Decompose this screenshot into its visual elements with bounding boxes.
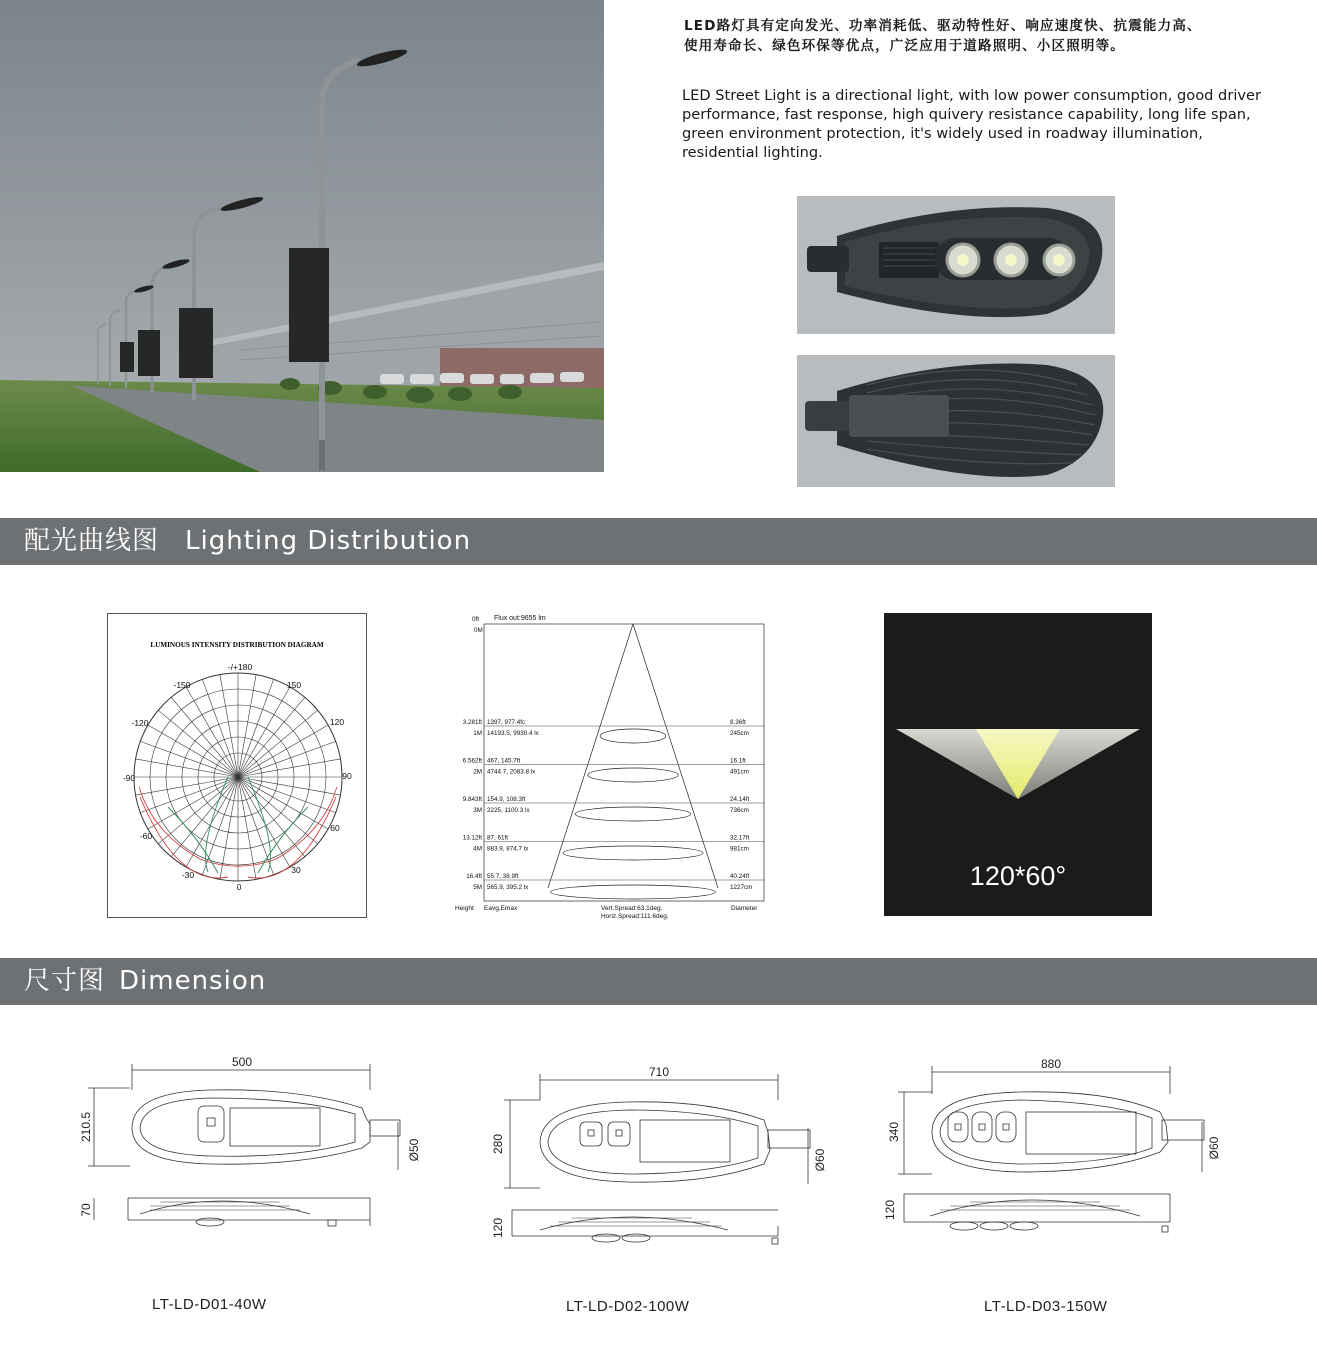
cone-row-illuminance-lx: 565.9, 395.2 lx bbox=[487, 884, 529, 891]
cone-row-illuminance-fc: 467, 145.7ft bbox=[487, 757, 521, 765]
cone-row-illuminance-fc: 154.9, 108.3ft bbox=[487, 796, 526, 803]
beam-angle-panel bbox=[884, 613, 1152, 916]
polar-title: LUMINOUS INTENSITY DISTRIBUTION DIAGRAM bbox=[150, 641, 324, 649]
cone-row-diameter-cm: 736cm bbox=[730, 807, 749, 814]
cone-row-diameter-cm: 1227cm bbox=[730, 884, 753, 891]
cone-row-height-m: 2M bbox=[473, 768, 482, 776]
cone-row-height-m: 1M bbox=[473, 730, 482, 737]
cone-row-illuminance-lx: 4744.7, 2083.8 lx bbox=[487, 768, 536, 776]
dim-d02-length: 710 bbox=[648, 1065, 670, 1079]
dim-d02-width: 280 bbox=[491, 1133, 505, 1155]
cone-top-ft: 0ft bbox=[472, 616, 480, 623]
cone-top-m: 0M bbox=[474, 627, 483, 634]
cone-row-height-m: 3M bbox=[473, 807, 482, 814]
polar-angle-neg90: -90 bbox=[122, 773, 136, 783]
section-title-en: Lighting Distribution bbox=[185, 526, 472, 556]
cone-row-diameter-cm: 981cm bbox=[730, 845, 749, 853]
cone-footer-height: Height bbox=[455, 905, 474, 912]
model-name-d01: LT-LD-D01-40W bbox=[152, 1296, 267, 1313]
intro-cn-line-1: LED路灯具有定向发光、功率消耗低、驱动特性好、响应速度快、抗震能力高、 bbox=[684, 18, 1202, 34]
cone-row-height-ft: 9.843ft bbox=[462, 796, 482, 803]
cone-footer-eavg: Eavg,Emax bbox=[484, 905, 518, 912]
section-title-en: Dimension bbox=[119, 966, 267, 996]
section-header-dimension bbox=[0, 958, 1317, 1005]
cone-cross-section-ellipse bbox=[600, 729, 666, 743]
polar-diagram-panel bbox=[107, 613, 367, 918]
cone-row-height-ft: 6.562ft bbox=[462, 757, 482, 765]
cone-flux: Flux out:9655 lm bbox=[494, 615, 546, 622]
dimension-drawing-d02 bbox=[488, 1060, 848, 1260]
intro-en-line-4: residential lighting. bbox=[682, 144, 823, 161]
cone-cross-section-ellipse bbox=[588, 768, 678, 782]
cone-row-illuminance-fc: 55.7, 38.9ft bbox=[487, 873, 519, 880]
product-photo-back bbox=[797, 355, 1115, 487]
cone-row-illuminance-fc: 87, 61ft bbox=[487, 834, 509, 842]
cone-row-diameter-ft: 24.14ft bbox=[730, 796, 750, 803]
cone-row-diameter-cm: 245cm bbox=[730, 730, 749, 737]
polar-angle-60: 60 bbox=[330, 823, 340, 833]
dim-d01-width: 210.5 bbox=[79, 1111, 93, 1143]
cone-row-height-ft: 13.12ft bbox=[462, 834, 482, 842]
intro-en-line-1: LED Street Light is a directional light, with low power consumption, good driver bbox=[682, 87, 1261, 104]
cone-row-diameter-ft: 40.24ft bbox=[730, 873, 750, 880]
cone-row-diameter-cm: 491cm bbox=[730, 768, 749, 776]
polar-angle-0: 0 bbox=[236, 882, 242, 892]
cone-row-diameter-ft: 32.17ft bbox=[730, 834, 750, 842]
intro-en-line-2: performance, fast response, high quivery resistance capability, long life span, bbox=[682, 106, 1251, 123]
street-light-photo bbox=[0, 0, 604, 472]
dim-d01-pipe: Ø50 bbox=[407, 1138, 421, 1162]
dim-d02-height: 120 bbox=[491, 1217, 505, 1239]
dim-d03-height: 120 bbox=[883, 1199, 897, 1221]
beam-angle-label: 120*60° bbox=[969, 861, 1067, 891]
polar-angle-180: -/+180 bbox=[227, 662, 253, 672]
intro-en-line-3: green environment protection, it's widely used in roadway illumination, bbox=[682, 125, 1203, 142]
dim-d03-length: 880 bbox=[1040, 1057, 1062, 1071]
intro-text-english bbox=[682, 86, 1312, 162]
cone-row-diameter-ft: 16.1ft bbox=[730, 757, 746, 765]
polar-angle-neg60: -60 bbox=[139, 831, 153, 841]
intro-cn-line-2: 使用寿命长、绿色环保等优点，广泛应用于道路照明、小区照明等。 bbox=[684, 38, 1125, 54]
section-title-cn: 配光曲线图 bbox=[24, 526, 160, 556]
cone-row-illuminance-fc: 1397, 977.4fc bbox=[487, 719, 526, 726]
cone-cross-section-ellipse bbox=[575, 807, 690, 821]
polar-angle-120: 120 bbox=[329, 717, 345, 727]
polar-angle-neg120: -120 bbox=[131, 718, 149, 728]
dim-d03-width: 340 bbox=[887, 1121, 901, 1143]
dim-d02-pipe: Ø60 bbox=[813, 1148, 827, 1172]
intro-text-chinese bbox=[684, 16, 1309, 56]
dim-d01-height: 70 bbox=[79, 1203, 93, 1217]
cone-cross-section-ellipse bbox=[563, 846, 703, 860]
cone-row-illuminance-lx: 14193.5, 9930.4 lx bbox=[487, 730, 539, 737]
cone-row-height-m: 5M bbox=[473, 884, 482, 891]
polar-angle-30: 30 bbox=[291, 865, 301, 875]
illuminance-cone-diagram bbox=[452, 608, 772, 928]
model-name-d02: LT-LD-D02-100W bbox=[566, 1298, 690, 1315]
cone-row-diameter-ft: 8.36ft bbox=[730, 719, 746, 726]
cone-cross-section-ellipse bbox=[551, 885, 716, 899]
cone-row-height-ft: 3.281ft bbox=[462, 719, 482, 726]
section-header-lighting bbox=[0, 518, 1317, 565]
dim-d03-pipe: Ø60 bbox=[1207, 1136, 1221, 1160]
product-photo-front bbox=[797, 196, 1115, 334]
dimension-drawing-d01 bbox=[70, 1050, 430, 1250]
polar-angle-neg150: -150 bbox=[173, 680, 191, 690]
polar-angle-neg30: -30 bbox=[181, 870, 195, 880]
polar-angle-150: 150 bbox=[286, 680, 302, 690]
cone-row-illuminance-lx: 2225, 1100.3 lx bbox=[487, 807, 530, 814]
cone-footer-horiz: Horiz.Spread:111.6deg. bbox=[601, 913, 669, 920]
cone-row-height-ft: 16.4ft bbox=[466, 873, 482, 880]
dimension-drawing-d03 bbox=[880, 1050, 1250, 1250]
polar-angle-90: 90 bbox=[342, 771, 352, 781]
cone-row-illuminance-lx: 883.9, 874.7 lx bbox=[487, 845, 529, 853]
dim-d01-length: 500 bbox=[231, 1055, 253, 1069]
cone-row-height-m: 4M bbox=[473, 845, 482, 853]
cone-footer-diameter: Diameter bbox=[731, 905, 758, 912]
section-title-cn: 尺寸图 bbox=[24, 966, 106, 996]
cone-footer-vert: Vert.Spread:63.1deg. bbox=[601, 905, 663, 912]
model-name-d03: LT-LD-D03-150W bbox=[984, 1298, 1108, 1315]
